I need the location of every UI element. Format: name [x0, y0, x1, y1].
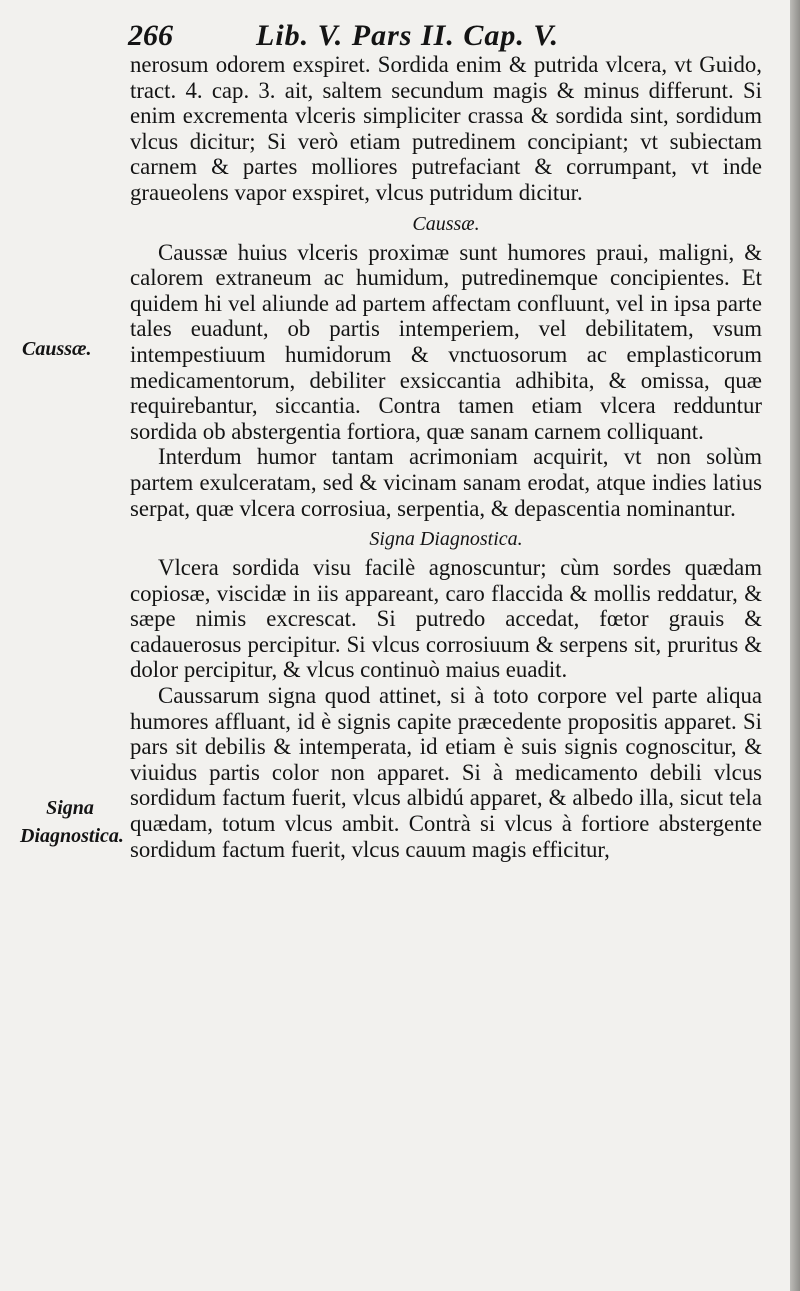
running-title: Lib. V. Pars II. Cap. V. [256, 19, 559, 52]
paragraph-1: nerosum odorem exspiret. Sordida enim & putrida vlcera, vt Guido, tract. 4. cap. 3. ait, saltem secundum magis & minus differunt. Si enim excrementa vlceris simpliciter crassa & sordida sint, sordidum vlcus dicitur; Si verò etiam putredinem concipiant; vt subiectam carnem & partes molliores putrefaciant & corrumpant, vt inde graueolens vapor exspiret, vlcus putridum dicitur. [130, 52, 762, 205]
paragraph-4: Vlcera sordida visu facilè agnoscuntur; cùm sordes quædam copiosæ, viscidæ in iis appareant, caro flaccida & mollis reddatur, & sæpe nimis excrescat. Si putredo accedat, fœtor grauis & cadauerosus percipitur. Si vlcus corrosiuum & serpens sit, pruritus & dolor percipitur, & vlcus continuò maius euadit. [130, 555, 762, 683]
margin-note-caussae: Caussæ. [22, 338, 92, 360]
page-edge-shadow [790, 0, 800, 1291]
section-heading-signa-diagnostica: Signa Diagnostica. [369, 528, 523, 551]
paragraph-2: Caussæ huius vlceris proximæ sunt humores praui, maligni, & calorem extraneum ac humidum, putredinemque concipientes. Et quidem hi vel aliunde ad partem affectam confluunt, vel in ipsa parte tales euadunt, ob partis intemperiem, vel debilitatem, vsum intempestiuum humidorum & vnctuosorum ac emplasticorum medicamentorum, debiliter exsiccantia adhibita, & omissa, quæ requirebantur, siccantia. Contra tamen etiam vlcera redduntur sordida ob abstergentia fortiora, quæ sanam carnem colliquant. [130, 239, 762, 444]
section-heading-caussae: Caussæ. [412, 212, 480, 235]
margin-note-signa-diagnostica: Signa Diagnostica. [20, 797, 124, 847]
page-number: 266 [128, 19, 173, 52]
body-text [130, 52, 762, 862]
paragraph-3: Interdum humor tantam acrimoniam acquirit, vt non solùm partem exulceratam, sed & vicinam sanam erodat, atque indies latius serpat, quæ vlcera corrosiua, serpentia, & depascentia nominantur. [130, 444, 762, 521]
paragraph-5: Caussarum signa quod attinet, si à toto corpore vel parte aliqua humores affluant, id è signis capite præcedente propositis apparet. Si pars sit debilis & intemperata, id etiam è suis signis cognoscitur, & viuidus partis color non apparet. Si à medicamento debili vlcus sordidum factum fuerit, vlcus albidú apparet, & albedo illa, sicut tela quædam, totum vlcus ambit. Contrà si vlcus à fortiore abstergente sordidum factum fuerit, vlcus cauum magis efficitur, [130, 683, 762, 862]
